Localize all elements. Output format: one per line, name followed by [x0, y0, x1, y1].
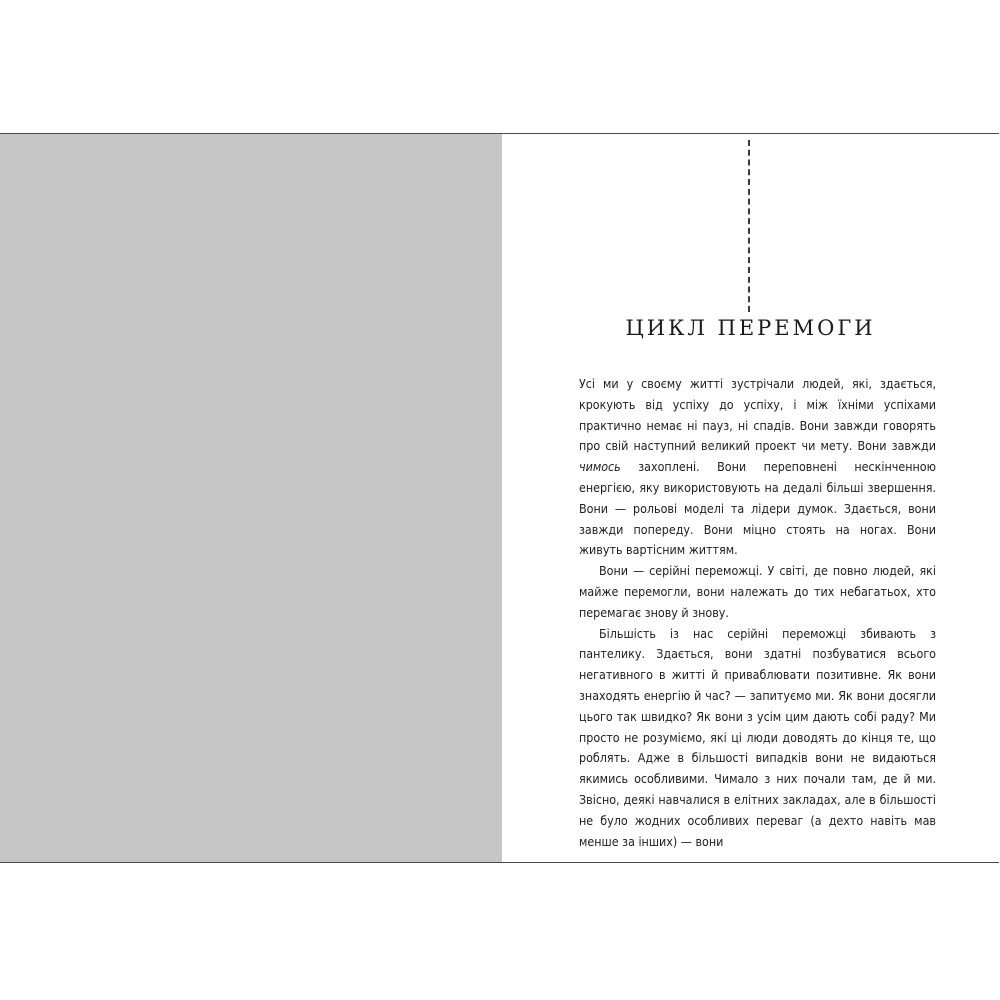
paragraph-1 — [579, 374, 936, 561]
chapter-title: ЦИКЛ ПЕРЕМОГИ — [625, 316, 876, 340]
left-page-blank — [0, 134, 502, 862]
right-page — [502, 134, 999, 862]
paragraph-1-emphasis: чимось — [579, 459, 621, 475]
book-spread — [0, 133, 999, 863]
paragraph-3: Більшість із нас серійні переможці збивають з пантелику. Здається, вони здатні позбуватися всього негативного в житті й приваблювати позитивне. Як вони знаходять енергію й час? — запитуємо ми. Як вони досягли цього так швидко? Як вони з усім цим дають собі раду? Ми просто не розуміємо, які ці люди доводять до кінця те, що роблять. Адже в більшості випадків вони не видаються якимись особливими. Чимало з них почали там, де й ми. Звісно, деякі навчалися в елітних закладах, але в більшості не було жодних особливих переваг (а дехто навіть мав менше за інших) — вони — [579, 625, 936, 849]
paragraph-1-start: Усі ми у своєму житті зустрічали людей, які, здається, крокують від успіху до успіху, і між їхніми успіхами практично немає ні пауз, ні спадів. Вони завжди говорять про свій наступний великий проект чи мету. Вони завжди — [579, 376, 936, 454]
paragraph-2: Вони — серійні переможці. У світі, де повно людей, які майже перемогли, вони належать до тих небагатьох, хто перемагає знову й знову. — [579, 563, 936, 620]
body-text — [579, 374, 936, 852]
paragraph-1-end: захоплені. Вони переповнені нескінченною енергією, яку використовують на дедалі більші звершення. Вони — рольові моделі та лідери думок. Здається, вони завжди попереду. Вони міцно стоять на ногах. Вони живуть вартісним життям. — [579, 459, 936, 558]
dashed-divider-line — [748, 140, 750, 312]
